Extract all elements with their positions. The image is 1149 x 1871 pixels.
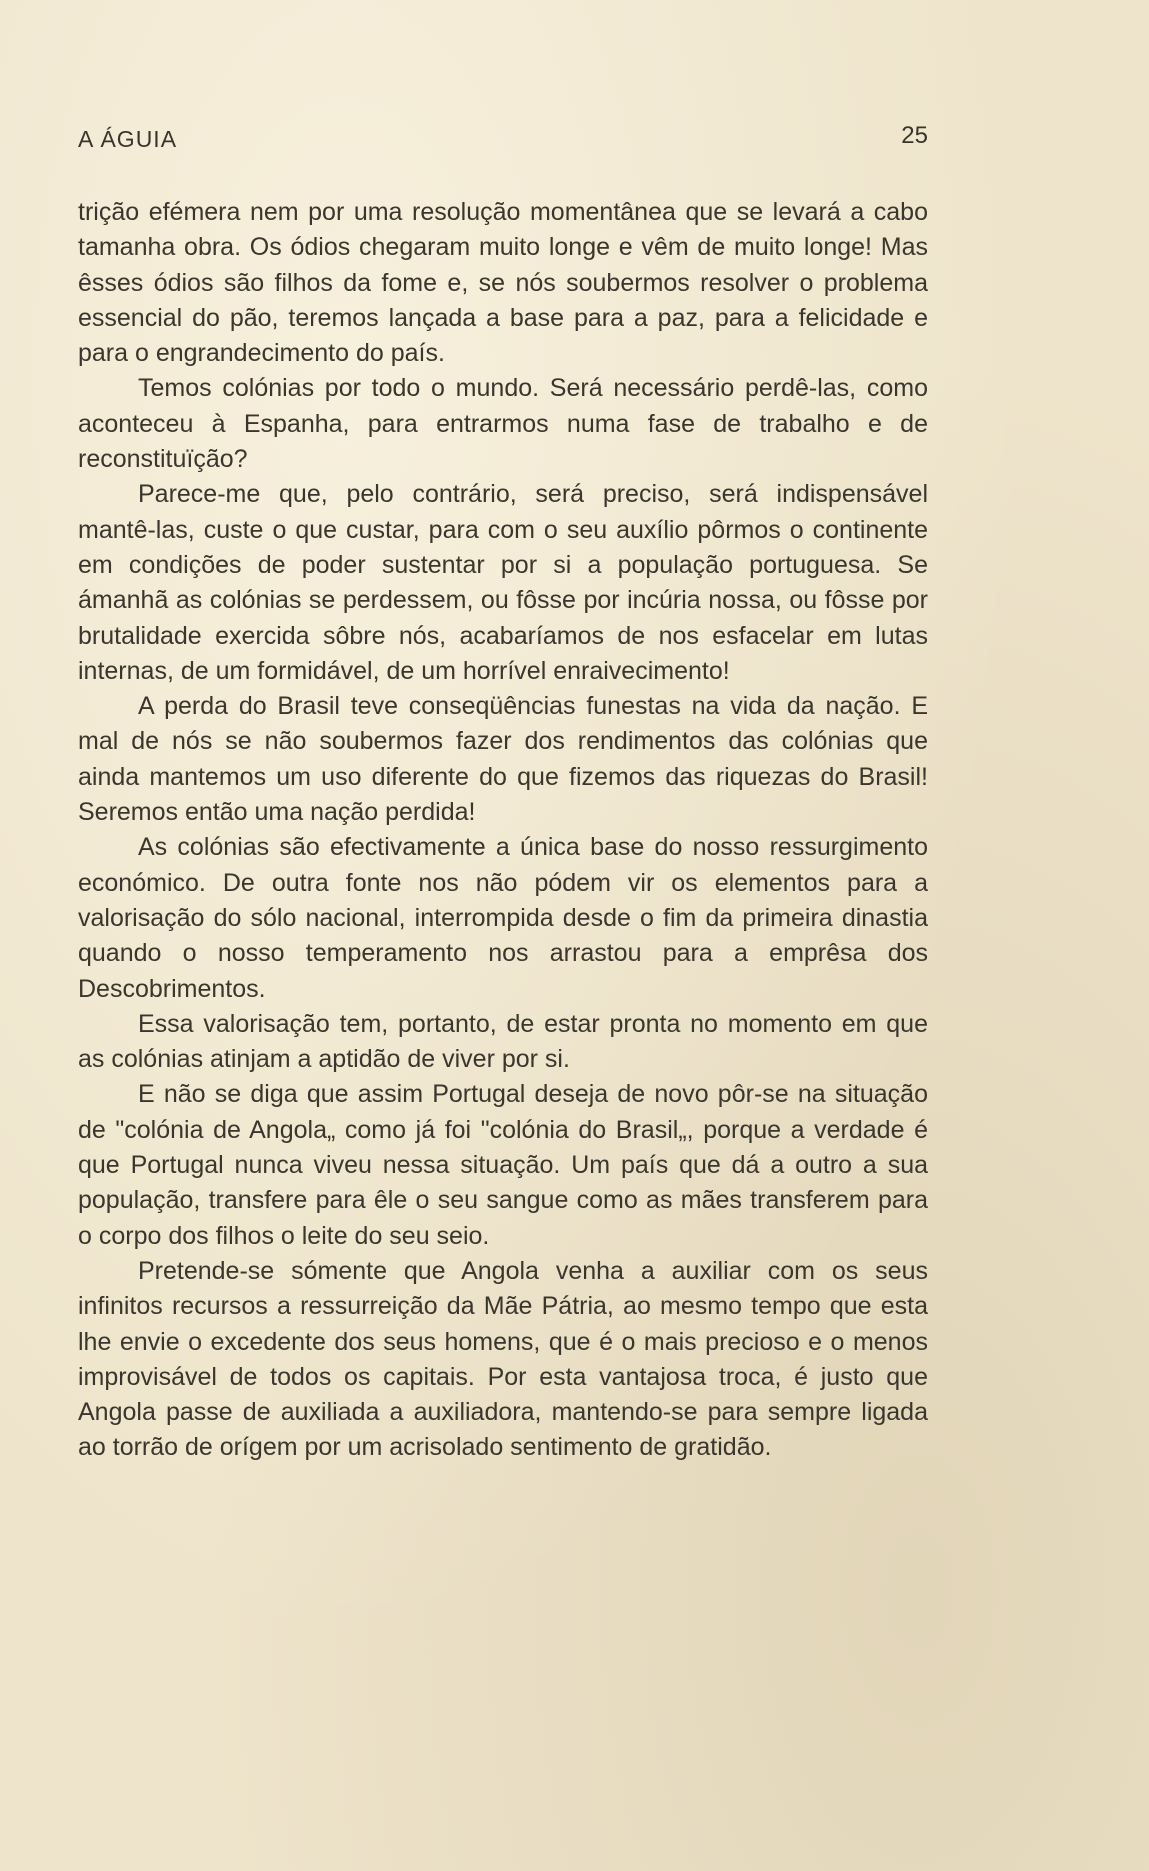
paragraph: E não se diga que assim Portugal deseja de novo pôr-se na situação de "colónia de Angola„ como já foi "colónia do Brasil„, porque a verdade é que Portugal nunca viveu nessa situação. Um país que dá a outro a sua população, transfere para êle o seu sangue como as mães transferem para o corpo dos filhos o leite do seu seio. [78,1080,928,1250]
paragraph: Temos colónias por todo o mundo. Será necessário perdê-las, como aconteceu à Espanha, para entrarmos numa fase de trabalho e de reconstituïção? [78,374,928,474]
page-number: 25 [901,122,928,149]
paragraph: A perda do Brasil teve conseqüências funestas na vida da nação. E mal de nós se não soubermos fazer dos rendimentos das colónias que ainda mantemos um uso diferente do que fizemos das riquezas do Brasil! Seremos então uma nação perdida! [78,692,928,827]
paragraph: Pretende-se sómente que Angola venha a auxiliar com os seus infinitos recursos a ressurreição da Mãe Pátria, ao mesmo tempo que esta lhe envie o excedente dos seus homens, que é o mais precioso e o menos improvisável de todos os capitais. Por esta vantajosa troca, é justo que Angola passe de auxiliada a auxiliadora, mantendo-se para sempre ligada ao torrão de orígem por um acrisolado sentimento de gratidão. [78,1256,928,1462]
running-header [78,122,928,154]
paragraph: Essa valorisação tem, portanto, de estar pronta no momento em que as colónias atinjam a aptidão de viver por si. [78,1009,928,1074]
paragraph: As colónias são efectivamente a única base do nosso ressurgimento económico. De outra fonte nos não pódem vir os elementos para a valorisação do sólo nacional, interrompida desde o fim da primeira dinastia quando o nosso temperamento nos arrastou para a emprêsa dos Descobrimentos. [78,833,928,1003]
paragraph: trição efémera nem por uma resolução momentânea que se levará a cabo tamanha obra. Os ódios chegaram muito longe e vêm de muito longe! Mas êsses ódios são filhos da fome e, se nós soubermos resolver o problema essencial do pão, teremos lançada a base para a paz, para a felicidade e para o engrandecimento do país. [78,198,928,368]
body-text [78,195,928,1466]
running-title: A ÁGUIA [78,126,178,152]
paragraph: Parece-me que, pelo contrário, será preciso, será indispensável mantê-las, custe o que custar, para com o seu auxílio pôrmos o continente em condições de poder sustentar por si a população portuguesa. Se ámanhã as colónias se perdessem, ou fôsse por incúria nossa, ou fôsse por brutalidade exercida sôbre nós, acabaríamos de nos esfacelar em lutas internas, de um formidável, de um horrível enraivecimento! [78,480,928,685]
